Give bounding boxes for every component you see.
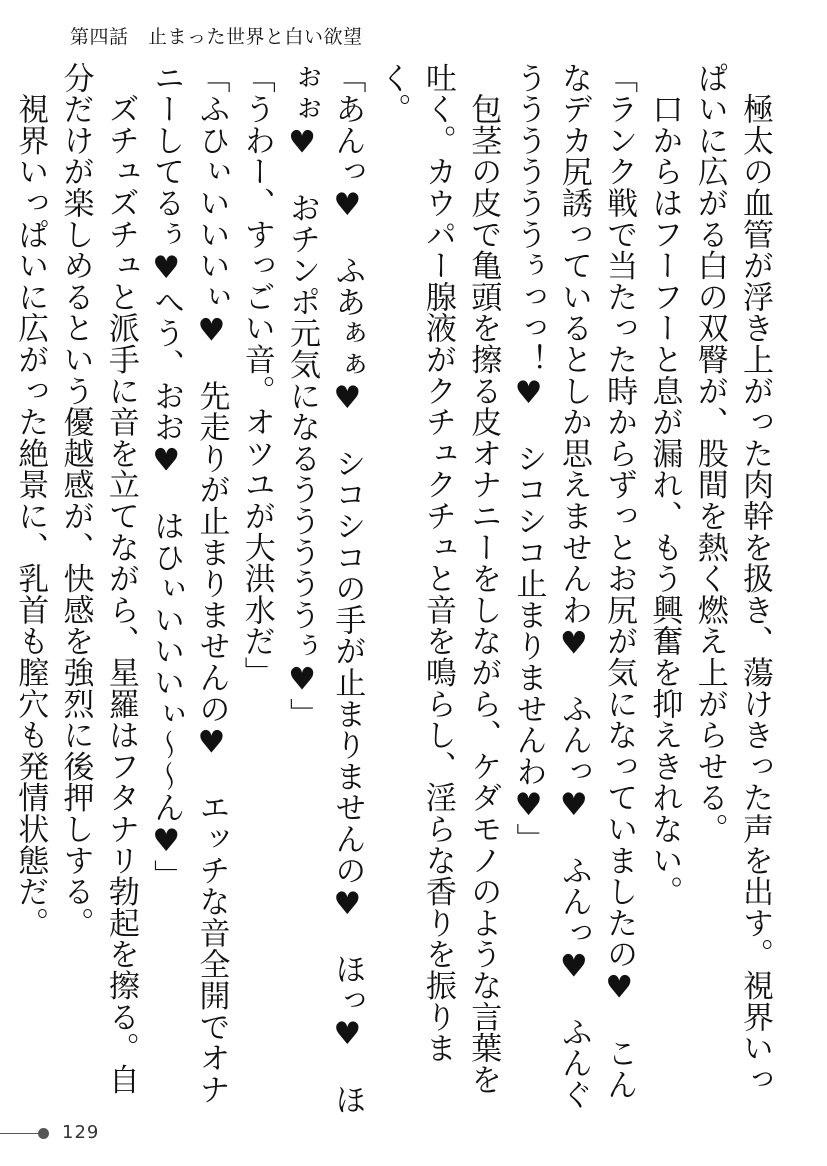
running-head: 第四話 止まった世界と白い欲望	[70, 26, 363, 48]
paragraph: 口からはフーフーと息が漏れ、もう興奮を抑えきれない。	[646, 62, 683, 908]
page-number: 129	[62, 1122, 100, 1143]
page-footer	[0, 1122, 160, 1146]
paragraph: 包茎の皮で亀頭を擦る皮オナニーをしながら、ケダモノのような言葉を吐く。カウパー腺液がクチュクチュと音を鳴らし、淫らな香りを振りまく。	[374, 62, 502, 1095]
paragraph: 極太の血管が浮き上がった肉幹を扱き、蕩けきった声を出す。視界いっぱいに広がる白の双臀が、股間を熱く燃え上がらせる。	[691, 62, 773, 1095]
paragraph: 「ランク戦で当たった時からずっとお尻が気になっていましたの♥ こんなデカ尻誘っているとしか思えませんわ♥ ふんっ♥ ふんっ♥ ふんぐううううううぅっっ！♥ シコシコ止まりませんわ♥」	[510, 62, 638, 1110]
paragraph: 「ふひぃいいいぃ♥ 先走りが止まりませんの♥ エッチな音全開でオナニーしてるぅ♥へう、おお♥ はひぃいいいぃ〜〜ん♥」	[148, 62, 230, 1105]
paragraph: ズチュズチュと派手に音を立てながら、星羅はフタナリ勃起を擦る。自分だけが楽しめるという優越感が、快感を強烈に後押しする。	[57, 62, 139, 1095]
paragraph: 視界いっぱいに広がった絶景に、乳首も膣穴も発情状態だ。	[12, 62, 49, 939]
footer-rule	[0, 1133, 40, 1134]
paragraph: 「あんっ♥ ふあぁぁ♥ シコシコの手が止まりませんの♥ ほっ♥ ほぉぉ♥ おチンポ元気になるうううううぅ♥」	[284, 62, 366, 1115]
body-text	[12, 62, 777, 1122]
footer-dot-icon	[38, 1128, 49, 1139]
paragraph: 「うわー、すっごい音。オツユが大洪水だ」	[238, 62, 275, 688]
